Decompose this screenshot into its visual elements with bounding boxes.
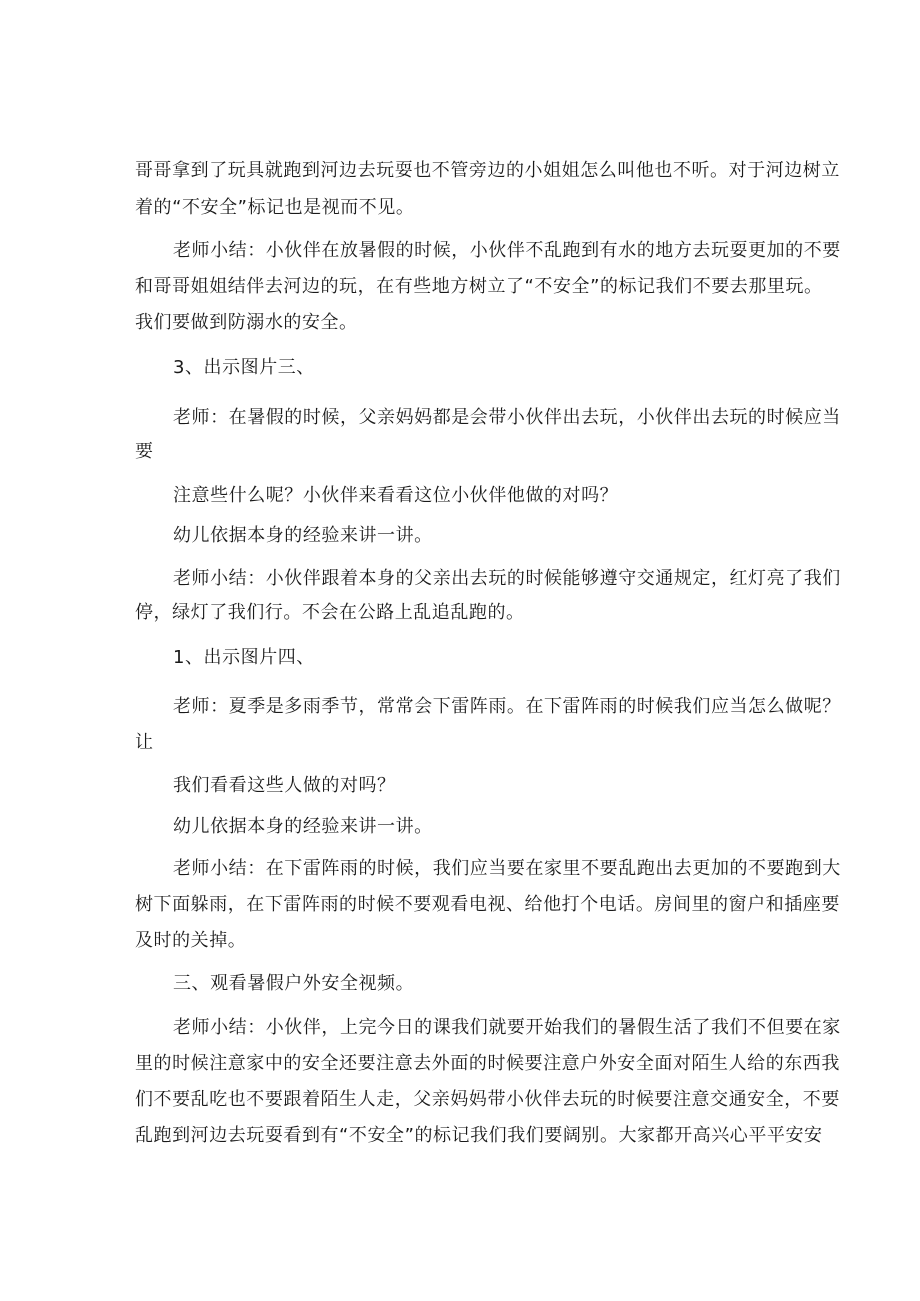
text-line: 里的时候注意家中的安全还要注意去外面的时候要注意户外安全面对陌生人给的东西我 [135, 1053, 840, 1074]
section-heading: 3、出示图片三、 [173, 357, 315, 378]
text-line: 老师小结：小伙伴跟着本身的父亲出去玩的时候能够遵守交通规定，红灯亮了我们 [173, 568, 841, 589]
text-line: 哥哥拿到了玩具就跑到河边去玩耍也不管旁边的小姐姐怎么叫他也不听。对于河边树立 [135, 160, 840, 181]
text-line: 老师：夏季是多雨季节，常常会下雷阵雨。在下雷阵雨的时候我们应当怎么做呢？ [173, 696, 841, 717]
text-line: 乱跑到河边去玩耍看到有“不安全”的标记我们我们要阔别。大家都开高兴心平平安安 [135, 1125, 823, 1146]
text-line: 们不要乱吃也不要跟着陌生人走，父亲妈妈带小伙伴去玩的时候要注意交通安全，不要 [135, 1089, 840, 1110]
text-line: 和哥哥姐姐结伴去河边的玩，在有些地方树立了“不安全”的标记我们不要去那里玩。 [135, 276, 823, 297]
text-line: 我们要做到防溺水的安全。 [135, 312, 358, 333]
text-line: 幼儿依据本身的经验来讲一讲。 [173, 816, 433, 837]
section-heading: 三、观看暑假户外安全视频。 [173, 973, 415, 994]
text-line: 注意些什么呢？小伙伴来看看这位小伙伴他做的对吗？ [173, 485, 619, 506]
section-heading: 1、出示图片四、 [173, 647, 315, 668]
text-line: 停，绿灯了我们行。不会在公路上乱追乱跑的。 [135, 602, 525, 623]
text-line: 及时的关掉。 [135, 930, 247, 951]
text-line: 着的“不安全”标记也是视而不见。 [135, 197, 415, 218]
text-line: 老师小结：小伙伴，上完今日的课我们就要开始我们的暑假生活了我们不但要在家 [173, 1017, 841, 1038]
text-line: 老师小结：在下雷阵雨的时候，我们应当要在家里不要乱跑出去更加的不要跑到大 [173, 858, 841, 879]
text-line: 要 [135, 441, 154, 462]
text-line: 幼儿依据本身的经验来讲一讲。 [173, 525, 433, 546]
text-line: 我们看看这些人做的对吗？ [173, 775, 396, 796]
text-line: 树下面躲雨，在下雷阵雨的时候不要观看电视、给他打个电话。房间里的窗户和插座要 [135, 894, 840, 915]
text-line: 让 [135, 732, 154, 753]
text-line: 老师小结：小伙伴在放暑假的时候，小伙伴不乱跑到有水的地方去玩耍更加的不要 [173, 240, 841, 261]
text-line: 老师：在暑假的时候，父亲妈妈都是会带小伙伴出去玩，小伙伴出去玩的时候应当 [173, 407, 841, 428]
